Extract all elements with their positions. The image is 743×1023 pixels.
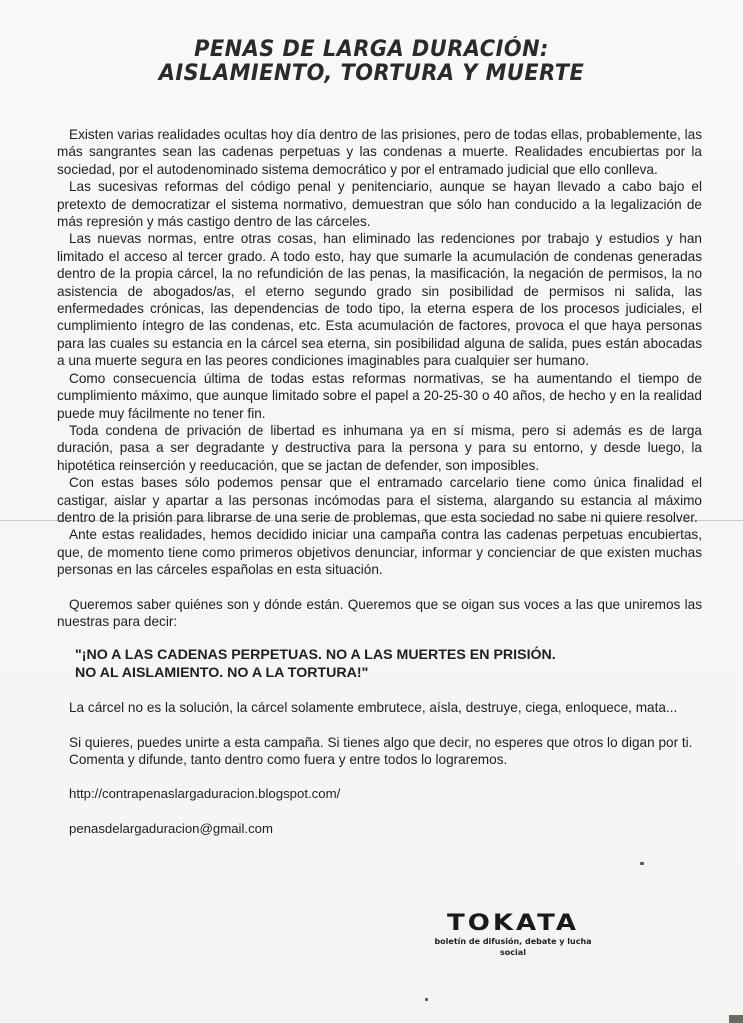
- paragraph: Toda condena de privación de libertad es inhumana ya en sí misma, pero si además es de larga duración, pasa a ser degradante y destructiva para la persona y para su entorno, y desde luego, la hipotética reinserción y reeducación, que se jactan de defender, son imposibles.: [57, 422, 702, 473]
- title-line-2: AISLAMIENTO, TORTURA Y MUERTE: [158, 61, 585, 86]
- paragraph: Con estas bases sólo podemos pensar que el entramado carcelario tiene como única finalidad el castigar, aislar y apartar a las personas incómodas para el sistema, alargando su estancia al máximo dentro de la prisión para librarse de una serie de problemas, que esta sociedad no sabe ni quiere resolver.: [57, 475, 702, 525]
- logo-tagline: boletín de difusión, debate y lucha social: [434, 937, 592, 957]
- slogan-line-2: NO AL AISLAMIENTO. NO A LA TORTURA!": [75, 664, 369, 681]
- slogan-line-1: "¡NO A LAS CADENAS PERPETUAS. NO A LAS MUERTES EN PRISIÓN.: [75, 647, 556, 664]
- article-body: [57, 126, 702, 837]
- paragraph: Como consecuencia última de todas estas reformas normativas, se ha aumentando el tiempo de cumplimiento máximo, que aunque limitado sobre el papel a 20-25-30 o 40 años, de hecho y en la realidad puede muy fácilmente no tener fin.: [57, 370, 702, 421]
- tokata-logo: [423, 910, 603, 958]
- paragraph: Existen varias realidades ocultas hoy día dentro de las prisiones, pero de todas ellas, probablemente, las más sangrantes sean las cadenas perpetuas y las condenas a muerte. Realidades encubiertas por la sociedad, por el autodenominado sistema democrático y por el entramado judicial que ello conlleva.: [57, 127, 702, 177]
- logo-wordmark: TOKATA: [447, 910, 579, 936]
- invite-paragraph: Si quieres, puedes unirte a esta campaña. Si tienes algo que decir, no esperes que otros lo digan por ti.: [69, 734, 693, 750]
- scan-corner-mark: [729, 1015, 743, 1023]
- ink-speck: [425, 998, 428, 1001]
- call-paragraph: Queremos saber quiénes son y dónde están. Queremos que se oigan sus voces a las que uniremos las nuestras para decir:: [57, 596, 702, 629]
- spread-paragraph: Comenta y difunde, tanto dentro como fuera y entre todos lo lograremos.: [69, 752, 508, 767]
- email-link[interactable]: penasdelargaduracion@gmail.com: [69, 820, 273, 836]
- paragraph: Las nuevas normas, entre otras cosas, han eliminado las redenciones por trabajo y estudios y han limitado el acceso al tercer grado. A todo esto, hay que sumarle la acumulación de condenas generadas dentro de la propia cárcel, la no refundición de las penas, la masificación, la negación de permisos, la no asistencia de abogados/as, el eterno segundo grado sin posibilidad de permisos ni salida, las enfermedades crónicas, las dependencias de todo tipo, la eterna espera de los procesos judiciales, el cumplimiento íntegro de las condenas, etc. Esta acumulación de factores, provoca el que haya personas para las cuales su estancia en la cárcel sea eterna, sin posibilidad alguna de salida, pues están abocadas a una muerte segura en las peores condiciones imaginables para cualquier ser humano.: [57, 231, 702, 369]
- paragraph: Ante estas realidades, hemos decidido iniciar una campaña contra las cadenas perpetuas encubiertas, que, de momento tiene como primeros objetivos denunciar, informar y concienciar de que existen muchas personas en las cárceles españolas en esta situación.: [57, 527, 702, 578]
- title-line-1: PENAS DE LARGA DURACIÓN:: [194, 37, 549, 62]
- blog-url-link[interactable]: http://contrapenaslargaduracion.blogspot.com/: [69, 786, 341, 802]
- slogan: [75, 647, 702, 682]
- paragraph: Las sucesivas reformas del código penal y penitenciario, aunque se hayan llevado a cabo bajo el pretexto de democratizar el sistema normativo, demuestran que sólo han conducido a la legalización de más represión y más castigo dentro de las cárceles.: [57, 179, 702, 230]
- page-title: [0, 38, 743, 86]
- ink-speck: [640, 862, 644, 865]
- closing-paragraph: La cárcel no es la solución, la cárcel solamente embrutece, aísla, destruye, ciega, enloquece, mata...: [69, 700, 678, 716]
